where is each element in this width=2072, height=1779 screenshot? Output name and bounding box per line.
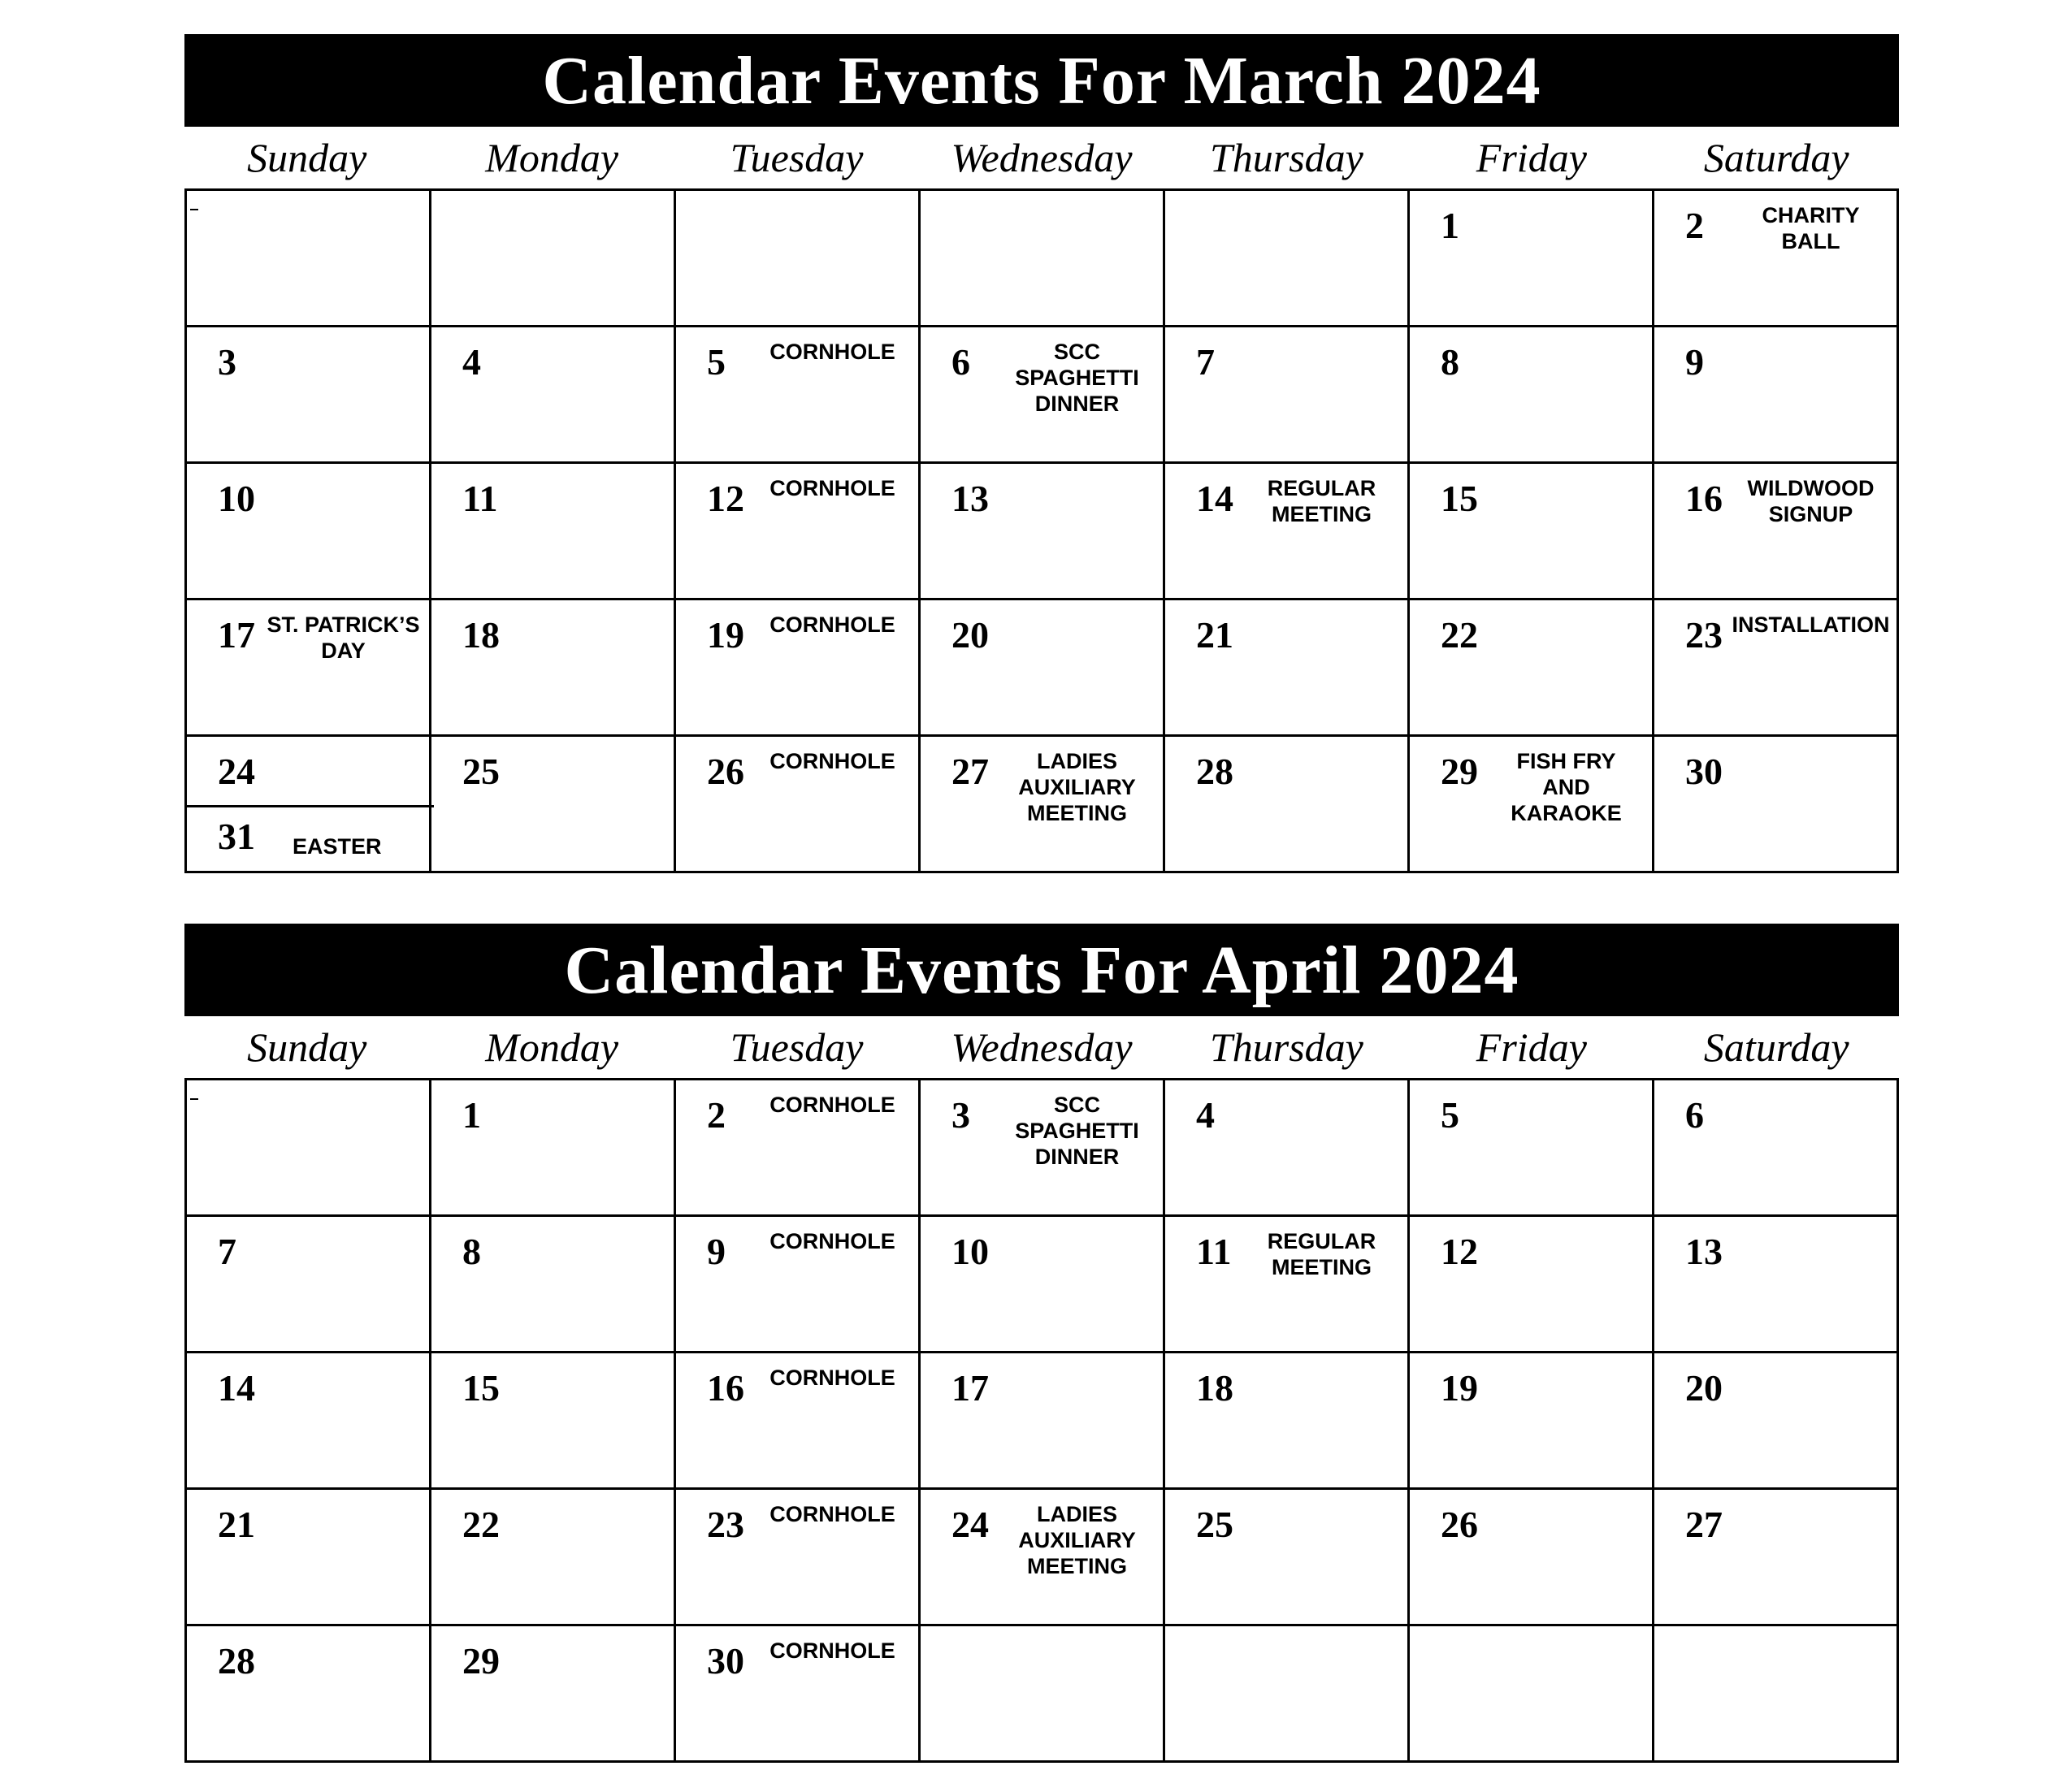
day-number: 9 xyxy=(1685,341,1704,383)
day-cell xyxy=(1165,464,1410,600)
weekday-label: Sunday xyxy=(247,1024,367,1070)
day-number: 28 xyxy=(218,1640,255,1682)
day-cell xyxy=(1165,1080,1410,1217)
day-number: 1 xyxy=(1441,205,1459,246)
day-number: 7 xyxy=(1196,341,1215,383)
day-cell xyxy=(1654,737,1899,873)
day-number: 25 xyxy=(462,751,500,792)
day-number: 4 xyxy=(462,341,481,383)
day-cell xyxy=(1410,464,1654,600)
day-cell xyxy=(1654,1080,1899,1217)
corner-tick-mark xyxy=(190,1098,198,1100)
day-cell xyxy=(1410,1353,1654,1490)
day-number: 30 xyxy=(707,1640,744,1682)
day-number: 16 xyxy=(1685,478,1723,519)
day-cell xyxy=(187,464,431,600)
corner-tick-mark xyxy=(190,209,198,210)
day-cell xyxy=(921,327,1165,464)
day-number: 3 xyxy=(218,341,236,383)
day-cell xyxy=(1410,737,1654,873)
day-cell xyxy=(1165,1217,1410,1353)
weekday-label: Tuesday xyxy=(730,1024,864,1070)
march-weekday-header xyxy=(184,127,1899,188)
day-number: 19 xyxy=(1441,1367,1478,1409)
day-cell xyxy=(187,600,431,737)
day-cell xyxy=(921,464,1165,600)
split-divider xyxy=(187,805,434,807)
day-number: 19 xyxy=(707,614,744,656)
day-number: 29 xyxy=(462,1640,500,1682)
day-number: 12 xyxy=(707,478,744,519)
day-number: 14 xyxy=(218,1367,255,1409)
event-label: CORNHOLE xyxy=(769,476,895,500)
day-cell xyxy=(921,1080,1165,1217)
day-number: 29 xyxy=(1441,751,1478,792)
day-cell xyxy=(431,464,676,600)
day-cell xyxy=(431,327,676,464)
weekday-label: Thursday xyxy=(1209,135,1363,180)
march-calendar xyxy=(184,34,1899,873)
day-number: 5 xyxy=(707,341,726,383)
event-label: CORNHOLE xyxy=(769,1638,895,1663)
day-cell xyxy=(1410,1490,1654,1626)
day-cell xyxy=(431,1080,676,1217)
event-label: SCC SPAGHETTI DINNER xyxy=(1015,1093,1139,1169)
weekday-label: Wednesday xyxy=(951,135,1133,180)
event-label: REGULAR MEETING xyxy=(1267,1229,1376,1279)
day-number: 22 xyxy=(462,1504,500,1545)
day-number: 18 xyxy=(1196,1367,1233,1409)
weekday-label: Tuesday xyxy=(730,135,864,180)
day-cell xyxy=(1165,600,1410,737)
day-number: 8 xyxy=(1441,341,1459,383)
day-cell xyxy=(187,1626,431,1763)
day-cell xyxy=(921,737,1165,873)
day-cell xyxy=(187,327,431,464)
day-cell xyxy=(921,1626,1165,1763)
day-number: 13 xyxy=(951,478,989,519)
day-cell xyxy=(187,1490,431,1626)
day-cell xyxy=(1410,191,1654,327)
day-cell xyxy=(1654,1490,1899,1626)
day-number: 6 xyxy=(1685,1094,1704,1136)
event-label: EASTER xyxy=(293,834,382,859)
day-cell xyxy=(431,191,676,327)
weekday-label: Saturday xyxy=(1703,135,1849,180)
event-label: SCC SPAGHETTI DINNER xyxy=(1015,340,1139,416)
day-cell xyxy=(1654,600,1899,737)
april-calendar xyxy=(184,924,1899,1763)
day-number: 7 xyxy=(218,1231,236,1272)
day-cell xyxy=(1165,327,1410,464)
day-number: 27 xyxy=(1685,1504,1723,1545)
day-number: 5 xyxy=(1441,1094,1459,1136)
event-label: CORNHOLE xyxy=(769,1366,895,1390)
weekday-label: Saturday xyxy=(1703,1024,1849,1070)
day-number: 15 xyxy=(1441,478,1478,519)
day-cell xyxy=(1654,1353,1899,1490)
event-label: CHARITY BALL xyxy=(1762,203,1860,253)
day-cell xyxy=(431,1217,676,1353)
april-grid xyxy=(184,1078,1899,1763)
day-cell xyxy=(921,1353,1165,1490)
day-number: 20 xyxy=(1685,1367,1723,1409)
weekday-label: Sunday xyxy=(247,135,367,180)
event-label: ST. PATRICK’S DAY xyxy=(267,612,420,663)
day-cell xyxy=(431,1490,676,1626)
weekday-label: Thursday xyxy=(1209,1024,1363,1070)
day-cell xyxy=(1654,1217,1899,1353)
day-cell xyxy=(431,600,676,737)
day-cell xyxy=(187,191,431,327)
day-cell xyxy=(921,1217,1165,1353)
day-cell xyxy=(1410,1217,1654,1353)
day-cell xyxy=(1165,737,1410,873)
day-cell xyxy=(1654,191,1899,327)
day-cell xyxy=(676,1353,921,1490)
day-number: 26 xyxy=(707,751,744,792)
day-cell xyxy=(1654,1626,1899,1763)
march-grid xyxy=(184,188,1899,873)
event-label: CORNHOLE xyxy=(769,612,895,637)
event-label: WILDWOOD SIGNUP xyxy=(1747,476,1875,526)
day-cell xyxy=(676,327,921,464)
day-number: 13 xyxy=(1685,1231,1723,1272)
event-label: INSTALLATION xyxy=(1732,612,1890,637)
event-label: CORNHOLE xyxy=(769,1229,895,1253)
day-number: 16 xyxy=(707,1367,744,1409)
weekday-label: Monday xyxy=(485,1024,619,1070)
day-cell xyxy=(1165,1626,1410,1763)
day-cell xyxy=(676,1490,921,1626)
day-cell xyxy=(921,600,1165,737)
day-number: 27 xyxy=(951,751,989,792)
day-cell xyxy=(921,191,1165,327)
day-number: 24 xyxy=(951,1504,989,1545)
event-label: CORNHOLE xyxy=(769,340,895,364)
day-number: 17 xyxy=(218,614,255,656)
day-number: 10 xyxy=(218,478,255,519)
day-number: 2 xyxy=(707,1094,726,1136)
day-cell xyxy=(1410,1626,1654,1763)
day-number: 28 xyxy=(1196,751,1233,792)
day-cell xyxy=(431,1353,676,1490)
day-number: 23 xyxy=(707,1504,744,1545)
day-cell xyxy=(431,737,676,873)
day-cell xyxy=(187,1080,431,1217)
day-number: 21 xyxy=(1196,614,1233,656)
day-cell xyxy=(676,737,921,873)
day-number: 15 xyxy=(462,1367,500,1409)
day-cell xyxy=(431,1626,676,1763)
day-number: 18 xyxy=(462,614,500,656)
event-label: LADIES AUXILIARY MEETING xyxy=(1018,1502,1136,1578)
event-label: CORNHOLE xyxy=(769,1502,895,1526)
event-label: CORNHOLE xyxy=(769,1093,895,1117)
day-cell xyxy=(187,1217,431,1353)
day-number: 21 xyxy=(218,1504,255,1545)
day-number: 24 xyxy=(218,751,255,792)
day-cell xyxy=(1410,600,1654,737)
day-number: 6 xyxy=(951,341,970,383)
day-cell xyxy=(676,191,921,327)
weekday-label: Monday xyxy=(485,135,619,180)
day-cell xyxy=(1410,327,1654,464)
day-number: 4 xyxy=(1196,1094,1215,1136)
day-cell xyxy=(676,464,921,600)
april-title: Calendar Events For April 2024 xyxy=(184,924,1899,1016)
day-number: 17 xyxy=(951,1367,989,1409)
day-cell xyxy=(1165,1353,1410,1490)
day-number: 11 xyxy=(462,478,498,519)
day-number: 8 xyxy=(462,1231,481,1272)
day-cell xyxy=(676,600,921,737)
event-label: REGULAR MEETING xyxy=(1267,476,1376,526)
day-number: 26 xyxy=(1441,1504,1478,1545)
day-number: 1 xyxy=(462,1094,481,1136)
weekday-label: Friday xyxy=(1476,1024,1587,1070)
day-number: 2 xyxy=(1685,205,1704,246)
weekday-label: Friday xyxy=(1476,135,1587,180)
event-label: LADIES AUXILIARY MEETING xyxy=(1018,749,1136,825)
day-cell xyxy=(1654,327,1899,464)
day-number: 23 xyxy=(1685,614,1723,656)
day-cell xyxy=(676,1217,921,1353)
day-cell xyxy=(676,1080,921,1217)
day-number: 20 xyxy=(951,614,989,656)
day-number: 10 xyxy=(951,1231,989,1272)
day-number: 22 xyxy=(1441,614,1478,656)
day-cell xyxy=(921,1490,1165,1626)
day-cell xyxy=(187,737,431,873)
april-weekday-header xyxy=(184,1016,1899,1078)
day-number: 9 xyxy=(707,1231,726,1272)
day-cell xyxy=(1410,1080,1654,1217)
day-number: 30 xyxy=(1685,751,1723,792)
day-cell xyxy=(1165,1490,1410,1626)
event-label: CORNHOLE xyxy=(769,749,895,773)
day-cell xyxy=(676,1626,921,1763)
day-number: 14 xyxy=(1196,478,1233,519)
day-number: 3 xyxy=(951,1094,970,1136)
day-cell xyxy=(1654,464,1899,600)
weekday-label: Wednesday xyxy=(951,1024,1133,1070)
march-title: Calendar Events For March 2024 xyxy=(184,34,1899,127)
day-number: 11 xyxy=(1196,1231,1232,1272)
day-cell xyxy=(1165,191,1410,327)
day-number: 25 xyxy=(1196,1504,1233,1545)
event-label: FISH FRY AND KARAOKE xyxy=(1511,749,1622,825)
day-number: 31 xyxy=(218,816,255,857)
day-number: 12 xyxy=(1441,1231,1478,1272)
day-cell xyxy=(187,1353,431,1490)
